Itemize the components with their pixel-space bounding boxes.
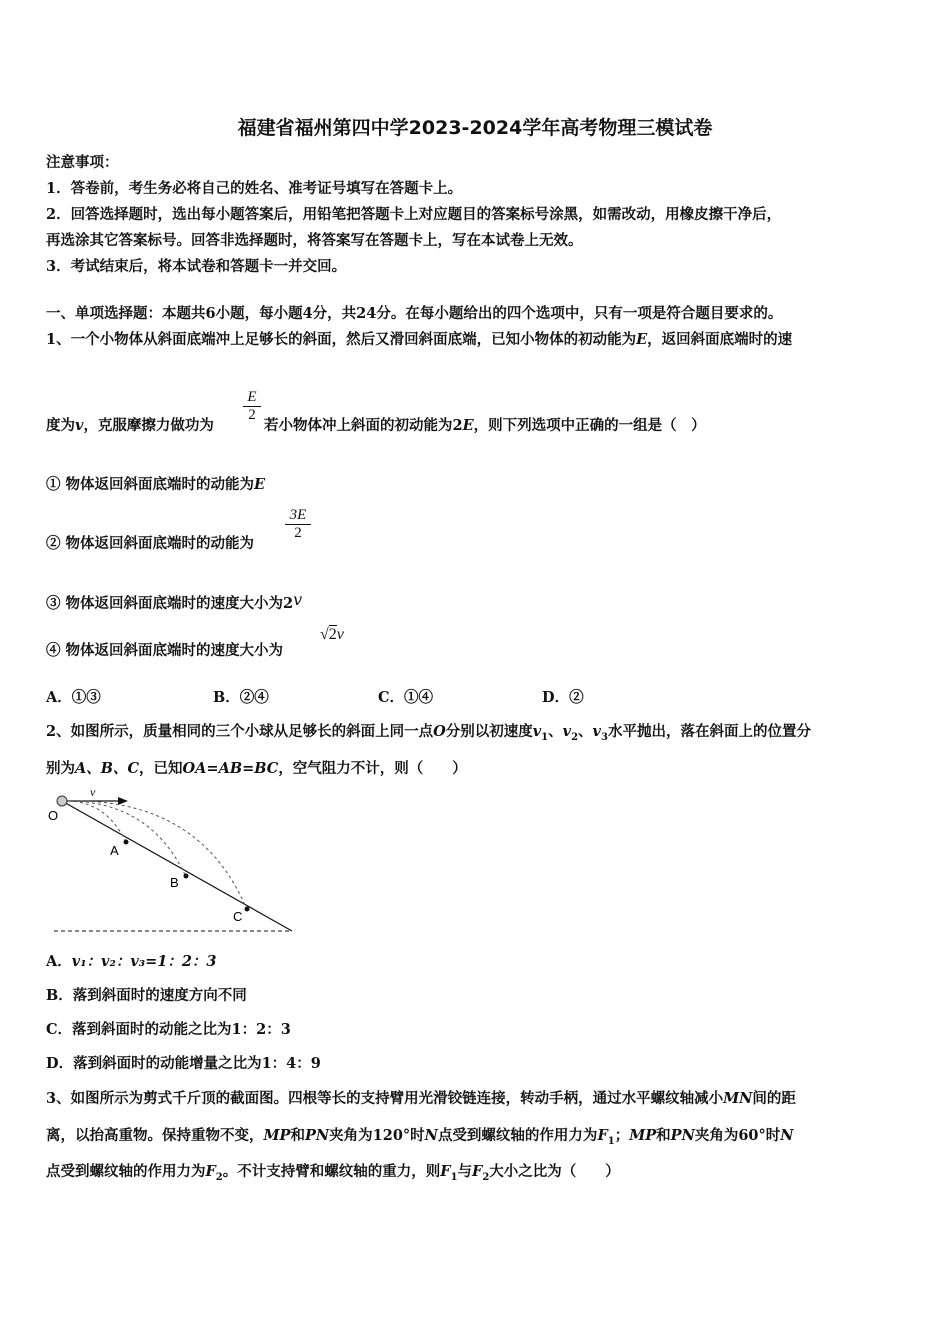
incline-line	[62, 801, 292, 931]
q1-fraction-3e-over-2: 3E 2	[285, 507, 311, 542]
q2-option-a[interactable]: A．v₁：v₂：v₃=1：2：3	[46, 953, 217, 970]
label-c: C	[233, 909, 243, 924]
point-a	[124, 840, 129, 845]
q1-option-a[interactable]: A．①③	[46, 689, 101, 706]
q1-statement-2: ② 物体返回斜面底端时的动能为	[46, 535, 255, 552]
q2-option-d[interactable]: D．落到斜面时的动能增量之比为1：4：9	[46, 1055, 321, 1072]
q3-line3: 点受到螺纹轴的作用力为$F_2$。不计支持臂和螺纹轴的重力，则$F_1$与$F_2$大小之比为（ ）	[46, 1163, 620, 1183]
q2-line2: 别为A、B、C，已知OA=AB=BC，空气阻力不计，则（ ）	[46, 760, 467, 777]
label-b: B	[170, 875, 179, 890]
point-b	[184, 874, 189, 879]
q1-fraction-e-over-2: E 2	[243, 389, 261, 424]
projectile-incline-figure	[40, 784, 305, 939]
q1-option-b[interactable]: B．②④	[213, 689, 269, 706]
q1-statement-3: ③ 物体返回斜面底端时的速度大小为2v	[46, 590, 303, 612]
q1-statement-4: ④ 物体返回斜面底端时的速度大小为	[46, 642, 284, 659]
velocity-arrowhead	[118, 797, 128, 805]
notice-item-3: 3．考试结束后，将本试卷和答题卡一并交回。	[46, 258, 347, 275]
q2-option-c[interactable]: C．落到斜面时的动能之比为1：2：3	[46, 1021, 291, 1038]
notice-item-2-cont: 再选涂其它答案标号。回答非选择题时，将答案写在答题卡上，写在本试卷上无效。	[46, 232, 583, 249]
point-c	[245, 907, 250, 912]
page-title: 福建省福州第四中学2023-2024学年高考物理三模试卷	[237, 117, 713, 139]
ball	[57, 796, 67, 806]
q3-line2: 离，以抬高重物。保持重物不变，MP和PN夹角为120°时N点受到螺纹轴的作用力为$F_1$；MP和PN夹角为60°时N	[46, 1127, 794, 1147]
q2-line1: 2、如图所示，质量相同的三个小球从足够长的斜面上同一点O分别以初速度$v_1$、$v_2$、$v_3$水平抛出，落在斜面上的位置分	[46, 723, 811, 743]
q1-line1: 1、一个小物体从斜面底端冲上足够长的斜面，然后又滑回斜面底端，已知小物体的初动能为E，返回斜面底端时的速	[46, 331, 793, 348]
label-v: v	[90, 785, 96, 799]
q1-option-d[interactable]: D．②	[542, 689, 584, 706]
section-heading: 一、单项选择题：本题共6小题，每小题4分，共24分。在每小题给出的四个选项中，只有一项是符合题目要求的。	[46, 305, 783, 322]
q1-option-c[interactable]: C．①④	[378, 689, 434, 706]
q1-line2-cont: 若小物体冲上斜面的初动能为2E，则下列选项中正确的一组是（ ）	[264, 417, 706, 434]
notice-item-1: 1．答卷前，考生务必将自己的姓名、准考证号填写在答题卡上。	[46, 180, 463, 197]
q1-statement-1: ① 物体返回斜面底端时的动能为E	[46, 476, 266, 493]
q1-sqrt-expression: √2v	[320, 626, 344, 643]
label-o: O	[48, 808, 59, 823]
notice-item-2: 2．回答选择题时，选出每小题答案后，用铅笔把答题卡上对应题目的答案标号涂黑，如需改动，用橡皮擦干净后，	[46, 206, 782, 223]
label-a: A	[110, 843, 119, 858]
trajectory-b	[62, 801, 186, 877]
q1-line2: 度为v，克服摩擦力做功为	[46, 417, 214, 434]
notice-heading: 注意事项：	[46, 154, 119, 171]
q3-line1: 3、如图所示为剪式千斤顶的截面图。四根等长的支持臂用光滑铰链连接，转动手柄，通过水平螺纹轴减小MN间的距	[46, 1090, 796, 1107]
q2-option-b[interactable]: B．落到斜面时的速度方向不同	[46, 987, 247, 1004]
